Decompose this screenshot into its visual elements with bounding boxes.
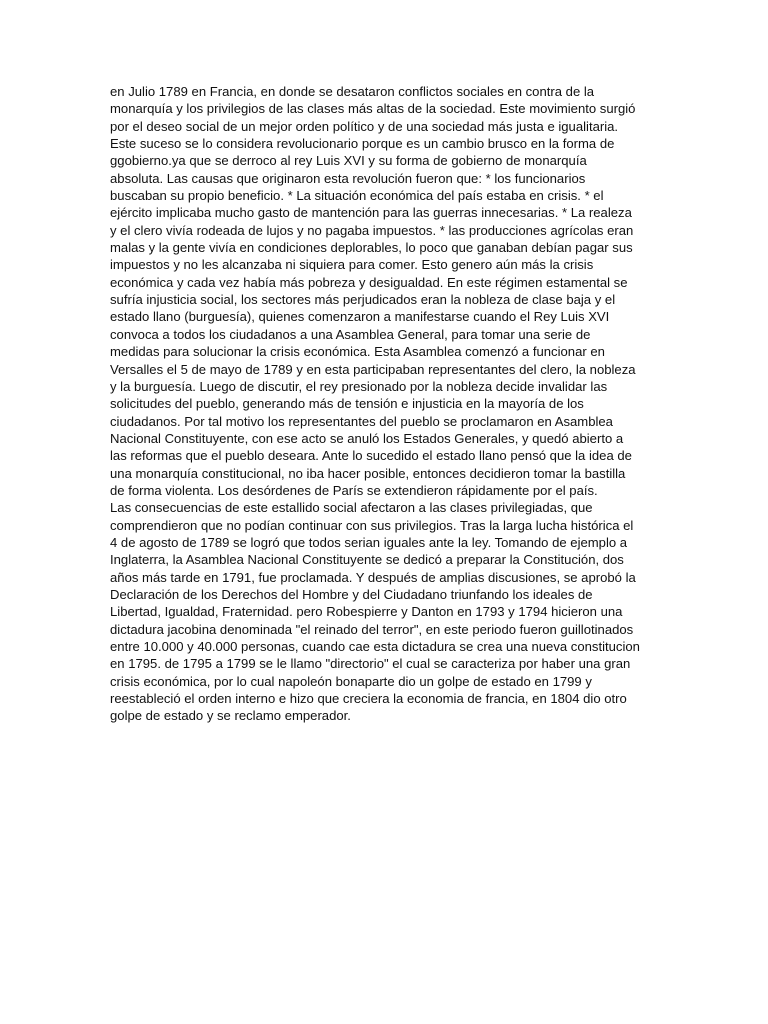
text-line: dictadura jacobina denominada "el reinado del terror", en este periodo fueron guillotinados [110, 621, 634, 637]
text-line: económica y cada vez había más pobreza y desigualdad. En este régimen estamental se [110, 274, 628, 290]
text-line: entre 10.000 y 40.000 personas, cuando cae esta dictadura se crea una nueva constitucion [110, 639, 640, 654]
text-line: las reformas que el pueblo deseara. Ante lo sucedido el estado llano pensó que la idea de [110, 448, 632, 464]
text-line: Las consecuencias de este estallido social afectaron a las clases privilegiadas, que [110, 500, 593, 516]
text-line: impuestos y no les alcanzaba ni siquiera para comer. Esto genero aún más la crisis [110, 257, 594, 273]
text-line: Inglaterra, la Asamblea Nacional Constituyente se dedicó a preparar la Constitución, dos [110, 552, 624, 568]
text-line: golpe de estado y se reclamo emperador. [110, 708, 351, 724]
text-line: y el clero vivía rodeada de lujos y no pagaba impuestos. * las producciones agrícolas eran [110, 222, 634, 238]
text-line: ggobierno.ya que se derroco al rey Luis XVI y su forma de gobierno de monarquía [110, 153, 587, 169]
text-line: buscaban su propio beneficio. * La situación económica del país estaba en crisis. * el [110, 188, 604, 204]
text-line: años más tarde en 1791, fue proclamada. Y después de amplias discusiones, se aprobó la [110, 569, 636, 585]
text-line: en Julio 1789 en Francia, en donde se desataron conflictos sociales en contra de la [110, 84, 595, 99]
text-line: 4 de agosto de 1789 se logró que todos serian iguales ante la ley. Tomando de ejemplo a [110, 534, 628, 550]
text-line: una monarquía constitucional, no iba hacer posible, entonces decidieron tomar la bastilla [110, 465, 626, 481]
text-line: Declaración de los Derechos del Hombre y del Ciudadano triunfando los ideales de [110, 586, 593, 602]
text-line: Libertad, Igualdad, Fraternidad. pero Robespierre y Danton en 1793 y 1794 hicieron una [110, 604, 623, 620]
body-text [110, 83, 670, 725]
text-line: Versalles el 5 de mayo de 1789 y en esta participaban representantes del clero, la nobleza [110, 361, 636, 377]
text-line: monarquía y los privilegios de las clases más altas de la sociedad. Este movimiento surgió [110, 101, 636, 117]
text-line: y la burguesía. Luego de discutir, el rey presionado por la nobleza decide invalidar las [110, 378, 608, 394]
text-line: ejército implicaba mucho gasto de mantención para las guerras innecesarias. * La realeza [110, 205, 632, 221]
text-line: ciudadanos. Por tal motivo los representantes del pueblo se proclamaron en Asamblea [110, 413, 613, 429]
text-line: reestableció el orden interno e hizo que creciera la economia de francia, en 1804 dio otro [110, 691, 627, 707]
text-line: estado llano (burguesía), quienes comenzaron a manifestarse cuando el Rey Luis XVI [110, 309, 610, 325]
text-line: solicitudes del pueblo, generando más de tensión e injusticia en la mayoría de los [110, 396, 584, 412]
text-line: malas y la gente vivía en condiciones deplorables, lo poco que ganaban debían pagar sus [110, 240, 633, 256]
text-line: convoca a todos los ciudadanos a una Asamblea General, para tomar una serie de [110, 326, 591, 342]
text-line: crisis económica, por lo cual napoleón bonaparte dio un golpe de estado en 1799 y [110, 673, 592, 689]
text-line: Este suceso se lo considera revolucionario porque es un cambio brusco en la forma de [110, 136, 615, 152]
text-line: absoluta. Las causas que originaron esta revolución fueron que: * los funcionarios [110, 170, 586, 186]
text-line: sufría injusticia social, los sectores más perjudicados eran la nobleza de clase baja y el [110, 292, 616, 308]
text-line: de forma violenta. Los desórdenes de París se extendieron rápidamente por el país. [110, 482, 598, 498]
text-line: medidas para solucionar la crisis económica. Esta Asamblea comenzó a funcionar en [110, 344, 605, 360]
text-line: Nacional Constituyente, con ese acto se anuló los Estados Generales, y quedó abierto a [110, 430, 624, 446]
text-line: en 1795. de 1795 a 1799 se le llamo "directorio" el cual se caracteriza por haber una gran [110, 656, 631, 672]
text-line: comprendieron que no podían continuar con sus privilegios. Tras la larga lucha histórica el [110, 517, 634, 533]
text-line: por el deseo social de un mejor orden político y de una sociedad más justa e igualitaria. [110, 118, 619, 134]
